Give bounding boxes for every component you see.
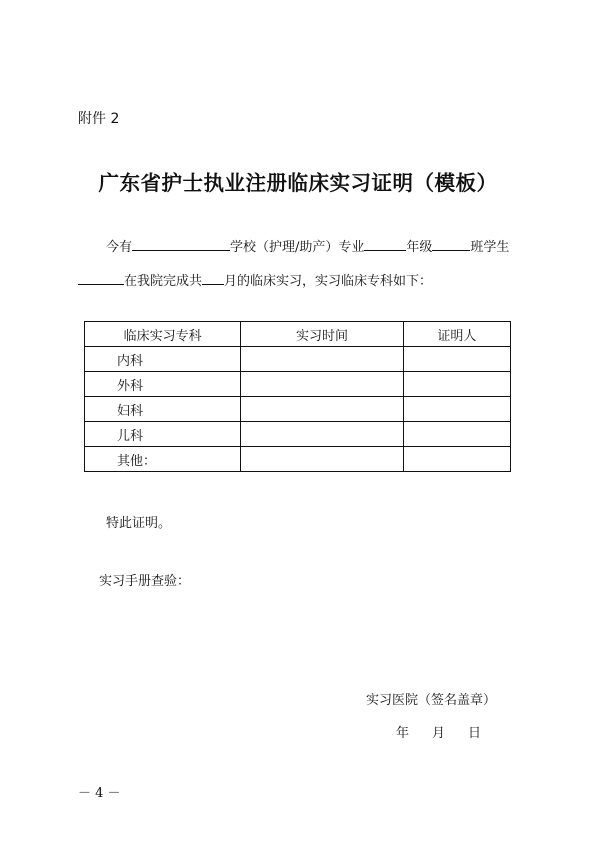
intro-at-hospital: 在我院完成共 [124, 274, 203, 289]
verifier-cell[interactable] [403, 372, 510, 397]
period-cell[interactable] [241, 422, 403, 447]
table-row [85, 447, 511, 472]
document-title: 广东省护士执业注册临床实习证明（模板） [98, 171, 498, 195]
period-cell[interactable] [241, 347, 403, 372]
date-month: 月 [432, 726, 446, 741]
verifier-cell[interactable] [403, 447, 510, 472]
specialty-cell: 内科 [85, 347, 241, 372]
page-number: － 4 － [78, 786, 121, 801]
internship-table [84, 321, 511, 472]
attachment-label: 附件 2 [78, 111, 120, 127]
period-cell[interactable] [241, 372, 403, 397]
grade-blank[interactable] [432, 237, 470, 251]
verifier-cell[interactable] [403, 422, 510, 447]
specialty-cell: 其他： [85, 447, 241, 472]
verifier-cell[interactable] [403, 397, 510, 422]
intro-months-text: 月的临床实习，实习临床专科如下： [224, 274, 433, 289]
intro-now-have: 今有 [106, 240, 133, 255]
table-row [85, 397, 511, 422]
date-year: 年 [396, 726, 410, 741]
intro-grade: 年级 [406, 240, 433, 255]
table-row [85, 347, 511, 372]
months-blank[interactable] [202, 271, 224, 285]
table-row [85, 422, 511, 447]
specialty-cell: 妇科 [85, 397, 241, 422]
period-cell[interactable] [241, 397, 403, 422]
student-name-blank[interactable] [78, 271, 124, 285]
header-specialty: 临床实习专科 [85, 322, 241, 347]
header-verifier: 证明人 [403, 322, 510, 347]
header-period: 实习时间 [241, 322, 403, 347]
date-day: 日 [468, 726, 482, 741]
specialty-cell: 外科 [85, 372, 241, 397]
verifier-cell[interactable] [403, 347, 510, 372]
certify-text: 特此证明。 [106, 516, 172, 531]
intro-line-1 [106, 236, 509, 255]
hospital-signature-label: 实习医院（签名盖章） [366, 693, 497, 708]
major-blank[interactable] [364, 237, 406, 251]
school-blank[interactable] [132, 237, 230, 251]
period-cell[interactable] [241, 447, 403, 472]
intro-line-2 [78, 270, 432, 289]
intro-school: 学校（护理/助产）专业 [230, 240, 365, 255]
table-row [85, 372, 511, 397]
intro-class-student: 班学生 [470, 240, 510, 255]
handbook-check-label: 实习手册查验： [99, 574, 191, 589]
table-header-row [85, 322, 511, 347]
date-line [396, 722, 504, 741]
specialty-cell: 儿科 [85, 422, 241, 447]
